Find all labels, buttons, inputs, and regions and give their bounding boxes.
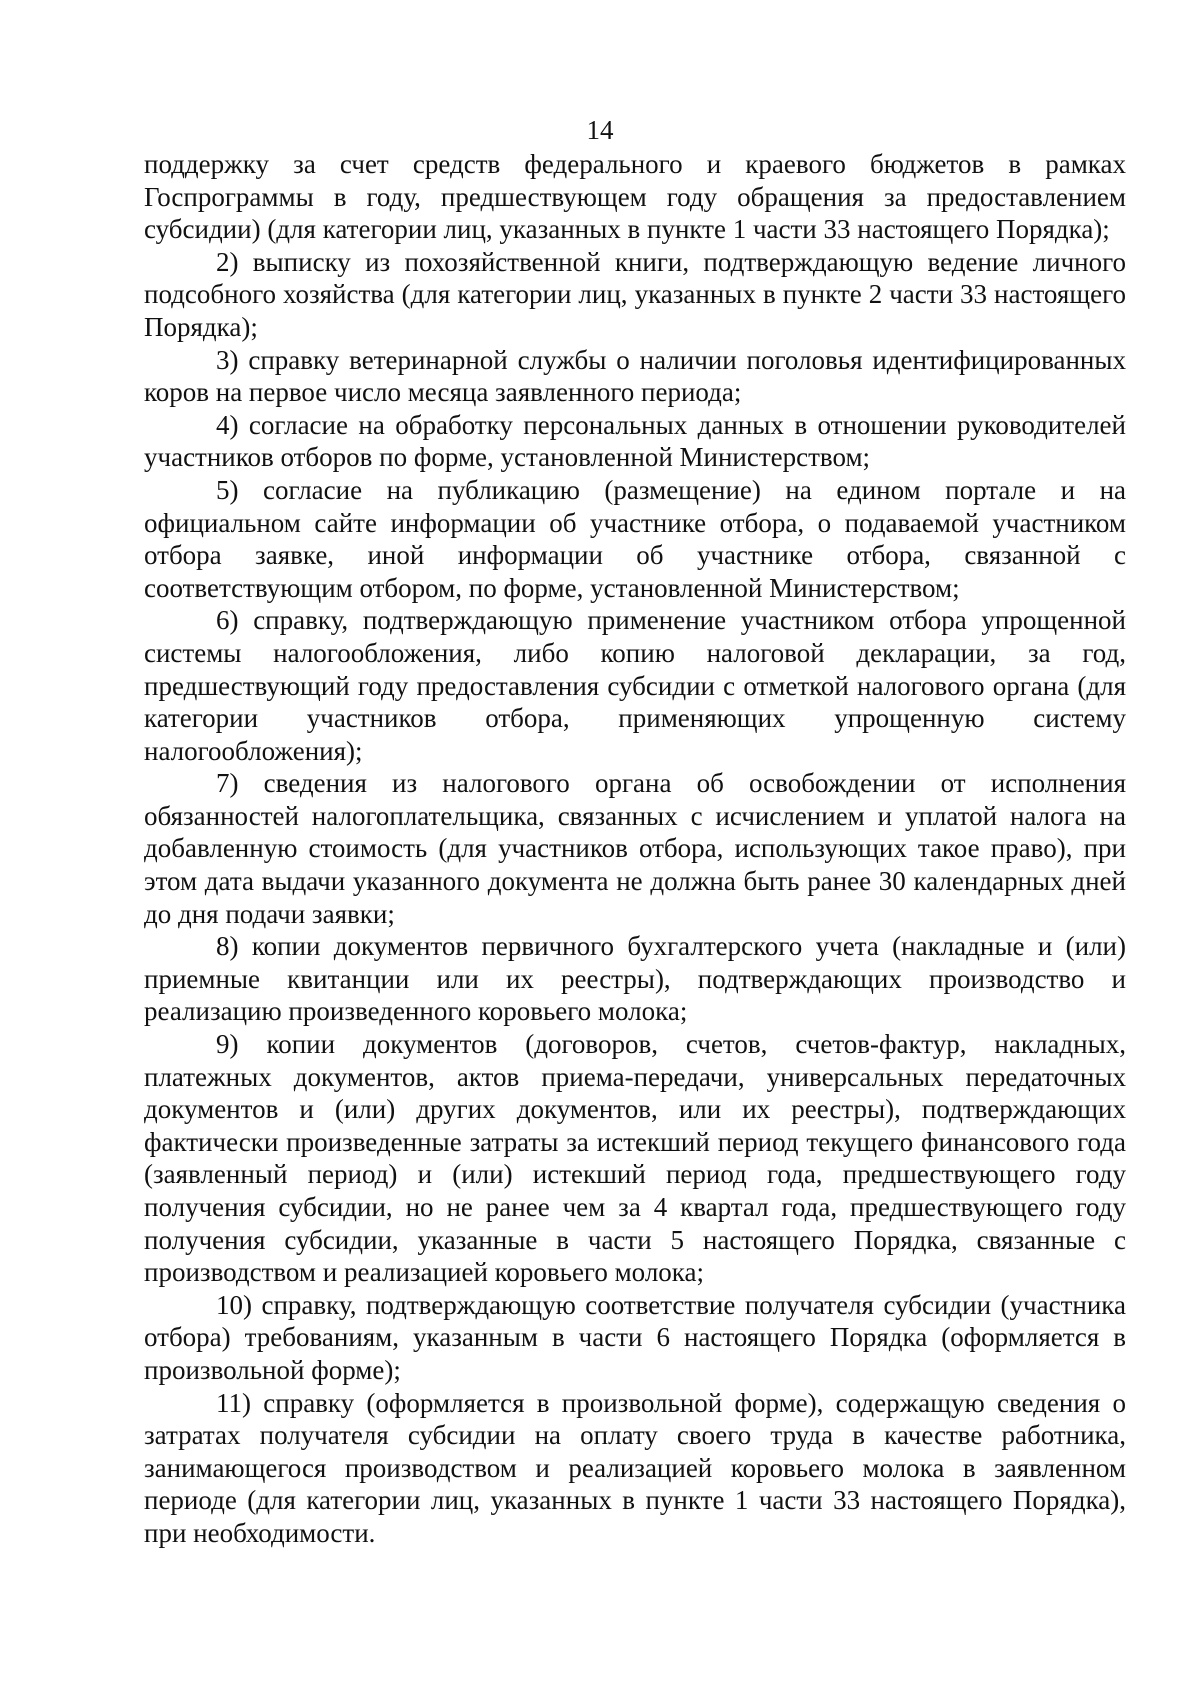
document-body: [144, 148, 1126, 1550]
list-item-8: 8) копии документов первичного бухгалтерского учета (накладные и (или) приемные квитанции или их реестры), подтверждающих производство и реализацию произведенного коровьего молока;: [144, 931, 1126, 1027]
list-item-4: 4) согласие на обработку персональных данных в отношении руководителей участников отборов по форме, установленной Министерством;: [144, 409, 1126, 473]
list-item-6: 6) справку, подтверждающую применение участником отбора упрощенной системы налогообложения, либо копию налоговой декларации, за год, предшествующий году предоставления субсидии с отметкой налогового органа (для категории участников отбора, применяющих упрощенную систему налогообложения);: [144, 605, 1126, 766]
list-item-9: 9) копии документов (договоров, счетов, счетов-фактур, накладных, платежных документов, актов приема-передачи, универсальных передаточных документов и (или) других документов, или их реестры), подтверждающих фактически произведенные затраты за истекший период текущего финансового года (заявленный период) и (или) истекший период года, предшествующего году получения субсидии, но не ранее чем за 4 квартал года, предшествующего году получения субсидии, указанные в части 5 настоящего Порядка, связанные с производством и реализацией коровьего молока;: [144, 1029, 1126, 1288]
list-item-10: 10) справку, подтверждающую соответствие получателя субсидии (участника отбора) требованиям, указанным в части 6 настоящего Порядка (оформляется в произвольной форме);: [144, 1289, 1126, 1385]
list-item-5: 5) согласие на публикацию (размещение) на едином портале и на официальном сайте информации об участнике отбора, о подаваемой участником отбора заявке, иной информации об участнике отбора, связанной с соответствующим отбором, по форме, установленной Министерством;: [144, 474, 1126, 603]
list-item-3: 3) справку ветеринарной службы о наличии поголовья идентифицированных коров на первое число месяца заявленного периода;: [144, 344, 1126, 408]
paragraph-continuation: поддержку за счет средств федерального и краевого бюджетов в рамках Госпрограммы в году, предшествующем году обращения за предоставлением субсидии) (для категории лиц, указанных в пункте 1 части 33 настоящего Порядка);: [144, 149, 1126, 245]
page-number: 14: [586, 115, 614, 145]
list-item-2: 2) выписку из похозяйственной книги, подтверждающую ведение личного подсобного хозяйства (для категории лиц, указанных в пункте 2 части 33 настоящего Порядка);: [144, 246, 1126, 342]
list-item-11: 11) справку (оформляется в произвольной форме), содержащую сведения о затратах получателя субсидии на оплату своего труда в качестве работника, занимающегося производством и реализацией коровьего молока в заявленном периоде (для категории лиц, указанных в пункте 1 части 33 настоящего Порядка), при необходимости.: [144, 1387, 1126, 1548]
list-item-7: 7) сведения из налогового органа об освобождении от исполнения обязанностей налогоплательщика, связанных с исчислением и уплатой налога на добавленную стоимость (для участников отбора, использующих такое право), при этом дата выдачи указанного документа не должна быть ранее 30 календарных дней до дня подачи заявки;: [144, 768, 1126, 929]
